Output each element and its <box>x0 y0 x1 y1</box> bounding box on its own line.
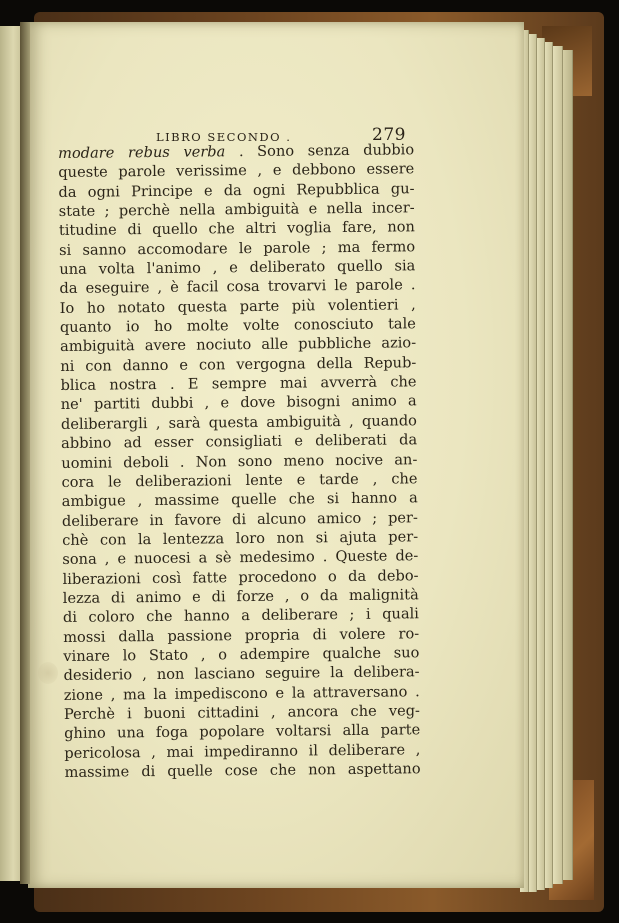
text-line: Perchè i buoni cittadini , ancora che veg- <box>63 702 421 723</box>
running-head-title: LIBRO SECONDO . <box>156 130 292 144</box>
text-line: chè con la lentezza loro non si ajuta per- <box>62 528 419 549</box>
text-line: queste parole verissime , e debbono essere <box>58 160 415 182</box>
text-line: deliberare in favore di alcuno amico ; per- <box>61 508 419 530</box>
text-line: abbino ad esser consigliati e deliberati da <box>61 431 418 453</box>
text-line: state ; perchè nella ambiguità e nella incer- <box>58 199 415 221</box>
text-line: lezza di animo e di forze , o da malignità <box>62 586 419 607</box>
text-line: deliberargli , sarà questa ambiguità , quando <box>60 412 418 433</box>
page-edge <box>528 34 537 892</box>
text-line: ghino una foga popolare voltarsi alla parte <box>64 721 421 743</box>
text-line: si sanno accomodare le parole ; ma fermo <box>59 237 416 259</box>
text-line: vinare lo Stato , o adempire qualche suo <box>63 644 420 665</box>
body-text <box>58 140 421 782</box>
text-line-rest: . Sono senza dubbio <box>238 141 415 161</box>
text-line: di coloro che hanno a deliberare ; i quali <box>62 605 420 627</box>
page-edge <box>562 50 573 880</box>
book-gutter <box>20 22 30 884</box>
page-number: 279 <box>372 125 406 145</box>
text-line: ambigue , massime quelle che si hanno a <box>61 489 418 511</box>
page-edge <box>544 42 553 888</box>
text-line: uomini deboli . Non sono meno nocive an- <box>61 450 418 472</box>
text-line: titudine di quello che altri voglia fare, non <box>58 218 415 240</box>
text-line: ne' partiti dubbi , e dove bisogni animo a <box>60 392 417 414</box>
text-line: desiderio , non lasciano seguire la delibera- <box>63 663 420 685</box>
page-edge <box>536 38 545 890</box>
text-line: quanto io ho molte volte conosciuto tale <box>59 315 416 337</box>
text-line: blica nostra . E sempre mai avverrà che <box>60 373 417 395</box>
text-line: ni con danno e con vergogna della Repub- <box>60 354 417 375</box>
text-line: mossi dalla passione propria di volere ro- <box>63 624 420 646</box>
text-line: una volta l'animo , e deliberato quello sia <box>59 257 416 279</box>
page-edge <box>552 46 563 884</box>
paper-stain <box>38 662 58 684</box>
text-line: cora le deliberazioni lente e tarde , che <box>61 470 418 491</box>
text-line: pericolosa , mai impediranno il deliberare , <box>64 740 421 762</box>
book-page <box>28 22 524 888</box>
text-line: Io ho notato questa parte più volentieri , <box>59 296 416 317</box>
text-line: zione , ma la impediscono e la attraversano . <box>63 682 420 704</box>
text-line: massime di quelle cose che non aspettano <box>64 760 421 781</box>
latin-phrase: modare rebus verba <box>58 143 226 162</box>
text-line: da ogni Principe e da ogni Repubblica gu- <box>58 179 415 201</box>
text-line: sona , e nuocesi a sè medesimo . Queste de- <box>62 547 419 569</box>
text-line: ambiguità avere nociuto alle pubbliche azio- <box>60 334 417 356</box>
text-line: da eseguire , è facil cosa trovarvi le parole . <box>59 276 416 298</box>
text-line: liberazioni così fatte procedono o da debo- <box>62 566 419 588</box>
